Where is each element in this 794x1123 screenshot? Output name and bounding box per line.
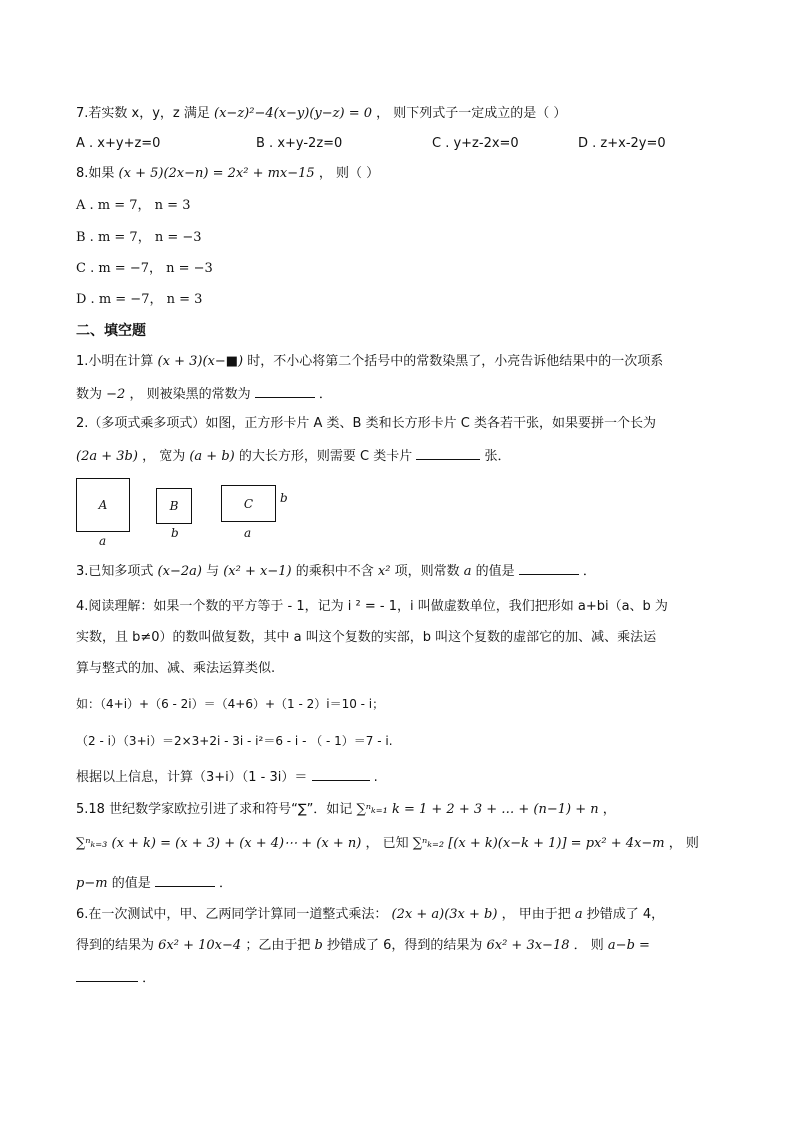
f6-var-b: b (314, 938, 323, 953)
f1-text-tail: 时，不小心将第二个括号中的常数染黑了，小亮告诉他结果中的一次项系 (247, 354, 664, 369)
f3-end: ． (582, 564, 596, 579)
question-8-stem (76, 164, 379, 184)
f4-question-text: 根据以上信息，计算（3+i）（1 - 3i）＝ (76, 770, 308, 785)
f2-width-expression: (a + b) (189, 449, 235, 464)
fill-4-line-3: 算与整式的加、减、乘法运算类似. (76, 661, 276, 676)
q7-option-b: B . x+y-2z=0 (256, 136, 343, 151)
f3-text-2: 与 (206, 564, 220, 579)
f3-text-4: 项，则常数 (394, 564, 460, 579)
f5-expr-3: ∑ⁿₖ₌₂ [(x + k)(x−k + 1)] = px² + 4x−m (412, 836, 665, 851)
f3-expr-2: (x² + x−1) (223, 564, 292, 579)
card-a-dimension: a (99, 534, 107, 548)
f5-text-3: ， 已知 (365, 836, 409, 851)
f2-text: ， 宽为 (142, 449, 186, 464)
q8-stem-tail: ， 则（ ） (318, 166, 380, 181)
q7-stem-tail: ， 则下列式子一定成立的是（ ） (376, 106, 567, 121)
f5-answer-blank[interactable] (155, 872, 215, 887)
f5-text-4: ， 则 (668, 836, 699, 851)
f2-text-2: 的大长方形，则需要 C 类卡片 (238, 449, 413, 464)
f6-var-a: a (574, 907, 583, 922)
fill-4-example-1: 如：（4+i）+（6 - 2i）＝（4+6）+（1 - 2）i＝10 - i； (76, 697, 385, 711)
fill-4-line-2: 实数，且 b≠0）的数叫做复数，其中 a 叫这个复数的实部，b 叫这个复数的虚部它的加、减、乘法运 (76, 630, 657, 645)
fill-4-question (76, 766, 378, 788)
f1-end: ． (318, 387, 332, 402)
q8-option-b: B . m = 7， n = −3 (76, 230, 202, 245)
f2-end: 张． (484, 449, 511, 464)
card-b-square (156, 488, 192, 524)
f6-answer-blank[interactable] (76, 967, 138, 982)
f6-expr-1: (2x + a)(3x + b) (391, 907, 498, 922)
fill-2-line-2 (76, 445, 511, 467)
f1-value: −2 (106, 387, 126, 402)
fill-1-line-1 (76, 352, 663, 372)
f3-expr-3: x² (377, 564, 391, 579)
q8-option-a: A . m = 7， n = 3 (76, 198, 191, 213)
fill-4-line-1: 4.阅读理解：如果一个数的平方等于 - 1，记为 i ² = - 1，i 叫做虚数单位，我们把形如 a+bi（a、b 为 (76, 599, 668, 614)
fill-2-line-1: 2.（多项式乘多项式）如图，正方形卡片 A 类、B 类和长方形卡片 C 类各若干张，如果要拼一个长为 (76, 416, 656, 431)
f3-text: 3.已知多项式 (76, 564, 154, 579)
q7-expression: (x−z)²−4(x−y)(y−z) = 0 (214, 106, 372, 121)
q8-stem-text: 8.如果 (76, 166, 115, 181)
f5-expr-2: ∑ⁿₖ₌₃ (x + k) = (x + 3) + (x + 4)⋯ + (x + n) (76, 836, 362, 851)
q7-option-a: A . x+y+z=0 (76, 136, 161, 151)
f3-text-3: 的乘积中不含 (295, 564, 374, 579)
f6-end: ． (142, 971, 156, 986)
f3-expr-4: a (463, 564, 472, 579)
f5-text-5: 的值是 (111, 876, 151, 891)
f3-text-5: 的值是 (475, 564, 515, 579)
q8-expression: (x + 5)(2x−n) = 2x² + mx−15 (118, 166, 315, 181)
f6-expr-4: a−b = (607, 938, 650, 953)
f6-text: 6.在一次测试中，甲、乙两同学计算同一道整式乘法： (76, 907, 388, 922)
f1-expression: (x + 3)(x−■) (157, 354, 244, 369)
question-7-stem (76, 104, 566, 124)
card-b-label: B (169, 499, 179, 513)
f2-length-expression: (2a + 3b) (76, 449, 138, 464)
card-c-label: C (243, 496, 254, 511)
q8-option-c: C . m = −7， n = −3 (76, 261, 213, 276)
f5-end: ． (218, 876, 232, 891)
card-a-square (76, 478, 130, 532)
f1-text: 1.小明在计算 (76, 354, 154, 369)
fill-3 (76, 560, 596, 582)
card-b-dimension: b (171, 526, 179, 540)
card-c-rectangle (221, 485, 276, 522)
fill-6-line-1 (76, 905, 664, 925)
f6-text-6: 抄错成了 6，得到的结果为 (326, 938, 483, 953)
fill-6-line-2 (76, 936, 650, 956)
fill-6-line-3 (76, 967, 155, 989)
q7-option-c: C . y+z-2x=0 (432, 136, 519, 151)
q8-option-d: D . m = −7， n = 3 (76, 292, 203, 307)
fill-5-line-2 (76, 834, 699, 854)
card-c-dimension-right: b (280, 491, 288, 505)
q7-option-d: D . z+x-2y=0 (578, 136, 666, 151)
f5-expr-1: ∑ⁿₖ₌₁ k = 1 + 2 + 3 + … + (n−1) + n (356, 802, 599, 817)
fill-4-example-2: （2 - i）（3+i）＝2×3+2i - 3i - i²＝6 - i - （ - 1）＝7 - i. (76, 734, 393, 748)
fill-5-line-3 (76, 872, 232, 894)
q7-stem-text: 7.若实数 x，y，z 满足 (76, 106, 210, 121)
f3-answer-blank[interactable] (519, 560, 579, 575)
f5-text-2: ， (602, 802, 616, 817)
f5-expr-4: p−m (76, 876, 108, 891)
f4-answer-blank[interactable] (312, 766, 370, 781)
card-a-label: A (98, 498, 108, 512)
f2-answer-blank[interactable] (416, 445, 480, 460)
f6-expr-3: 6x² + 3x−18 (486, 938, 570, 953)
fill-5-line-1 (76, 800, 616, 820)
f6-text-5: ；乙由于把 (245, 938, 311, 953)
f3-expr-1: (x−2a) (157, 564, 202, 579)
f6-text-2: ， 甲由于把 (501, 907, 571, 922)
f1-text-2: 数为 (76, 387, 103, 402)
f5-text: 5.18 世纪数学家欧拉引进了求和符号“∑”．如记 (76, 802, 353, 817)
f4-end: . (373, 770, 378, 785)
f1-answer-blank[interactable] (255, 383, 315, 398)
f6-text-3: 抄错成了 4， (586, 907, 665, 922)
fill-1-line-2 (76, 383, 332, 405)
section-heading-fill-in: 二、填空题 (76, 323, 146, 339)
f6-text-7: ． 则 (573, 938, 604, 953)
f1-text-3: ， 则被染黑的常数为 (129, 387, 251, 402)
f6-text-4: 得到的结果为 (76, 938, 155, 953)
card-c-dimension-bottom: a (244, 526, 252, 540)
f6-expr-2: 6x² + 10x−4 (158, 938, 242, 953)
